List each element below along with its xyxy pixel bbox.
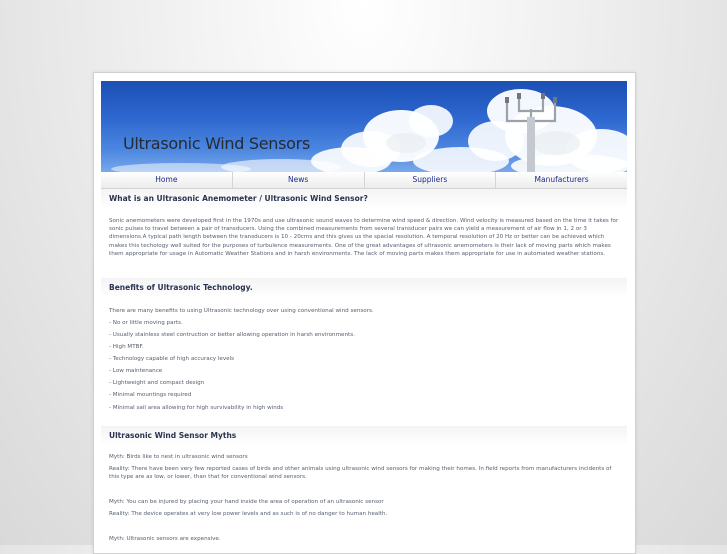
- list-item: - Minimal mountings required: [109, 392, 192, 398]
- myth-text: Myth: Ultrasonic sensors are expensive.: [109, 536, 221, 542]
- page-container: [93, 72, 636, 554]
- list-item: - Technology capable of high accuracy levels: [109, 356, 235, 362]
- section-title: Ultrasonic Wind Sensor Myths: [109, 431, 237, 440]
- section-heading-what-is: [101, 189, 627, 209]
- reality-text: Reality: There have been very few reported cases of birds and other animals using ultrasonic wind sensors for making their homes. In field reports from manufacturers incidents of this type are as low, or lower, than that for conventional wind sensors.: [109, 466, 612, 481]
- nav-suppliers-link[interactable]: Suppliers: [365, 172, 497, 188]
- nav-manufacturers-link[interactable]: Manufacturers: [534, 175, 589, 184]
- list-item: - Low maintenance: [109, 368, 163, 374]
- nav-home-link[interactable]: Home: [101, 172, 233, 188]
- section-body-text: Sonic anemometers were developed first in the 1970s and use ultrasonic sound waves to determine wind speed & direction. Wind velocity is measured based on the time it takes for sonic pulses to travel between a pair of transducers. Using the combined measurements from several transducer pairs we can yield a measurement of air flow in 1, 2 or 3 dimensions.A typical path length between the transducers is 10 - 20cms and this gives us the spacial resolution. A temporal resolution of 20 Hz or better can be achieved which makes this techology well suited for the purposes of turbulence measurements. One of the great advantages of ultrasonic anemometers is their lack of moving parts which makes them appropriate for usage in Automatic Weather Stations and in harsh environments. The lack of moving parts makes them appropriate for use in automated weather stations.: [109, 218, 619, 257]
- list-item: - Usually stainless steel contruction or better allowing operation in harsh environments.: [109, 332, 355, 338]
- banner-title: Ultrasonic Wind Sensors: [123, 134, 310, 153]
- reality-text: Reality: The device operates at very low power levels and as such is of no danger to human health.: [109, 511, 388, 517]
- list-item: - Lightweight and compact design: [109, 380, 205, 386]
- section-title: Benefits of Ultrasonic Technology.: [109, 283, 253, 292]
- main-nav: [101, 172, 627, 189]
- benefits-intro: There are many benefits to using Ultrasonic technology over using conventional wind sensors.: [109, 308, 374, 314]
- section-heading-benefits: [101, 278, 627, 298]
- list-item: - Minimal sail area allowing for high survivability in high winds: [109, 405, 284, 411]
- section-heading-myths: [101, 426, 627, 446]
- list-item: - High MTBF.: [109, 344, 144, 350]
- nav-news-link[interactable]: News: [233, 172, 365, 188]
- header-banner: [101, 81, 627, 172]
- section-title: What is an Ultrasonic Anemometer / Ultrasonic Wind Sensor?: [109, 194, 368, 203]
- myth-text: Myth: You can be injured by placing your hand inside the area of operation of an ultrasonic sensor: [109, 499, 384, 505]
- sky-clouds-sensor-image: [101, 81, 627, 172]
- list-item: - No or little moving parts.: [109, 320, 183, 326]
- myth-text: Myth: Birds like to nest in ultrasonic wind sensors: [109, 454, 248, 460]
